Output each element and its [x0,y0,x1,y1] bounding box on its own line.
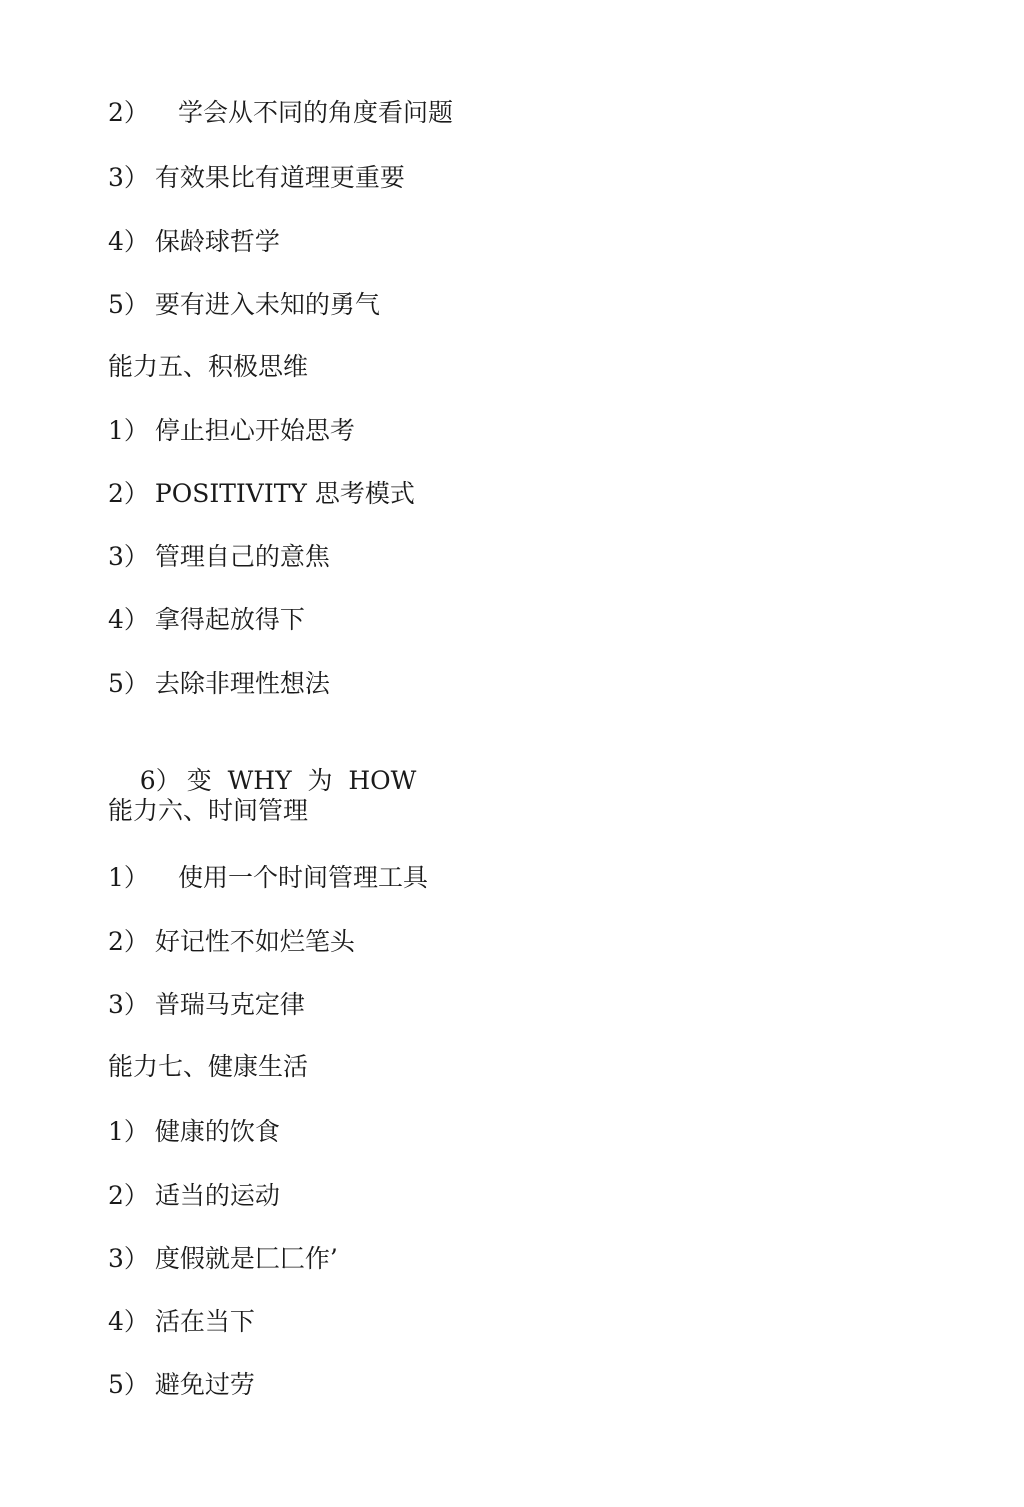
list-item [108,1115,280,1149]
section-heading [108,1050,308,1084]
item-number: 4） [108,605,149,634]
list-item [108,1242,338,1276]
item-number: 3） [108,163,149,192]
list-item [108,988,305,1022]
item-number: 3） [108,542,149,571]
item-text: 使用一个时间管理工具 [178,863,429,892]
section-heading-text: 能力七、健康生活 [108,1052,309,1081]
item-text: 保龄球哲学 [154,227,280,256]
section-heading-text: 能力六、时间管理 [108,796,309,825]
item-text: 学会从不同的角度看问题 [178,98,454,127]
item-text: 避免过劳 [154,1370,255,1399]
item-text: POSITIVITY 思考模式 [154,479,415,508]
item-number: 2） [108,479,149,508]
item-number: 5） [108,1370,149,1399]
item-number: 6） [139,766,181,795]
item-text: 拿得起放得下 [154,605,305,634]
list-item [108,667,330,701]
list-item [108,603,305,637]
section-heading-text: 能力五、积极思维 [108,352,309,381]
item-number: 5） [108,669,149,698]
item-number: 2） [108,98,149,127]
list-item [108,225,280,259]
item-text: 要有进入未知的勇气 [154,290,380,319]
list-item [108,861,428,895]
item-text: 普瑞马克定律 [154,990,305,1019]
item-text: 适当的运动 [154,1181,280,1210]
list-item [108,1179,280,1213]
item-number: 4） [108,1307,149,1336]
item-text: 有效果比有道理更重要 [154,163,405,192]
list-item [108,477,415,511]
item-number: 5） [108,290,149,319]
list-item [108,1305,255,1339]
item-number: 3） [108,990,149,1019]
section-heading [108,794,308,828]
section-heading [108,350,308,384]
item-text: 健康的饮食 [154,1117,280,1146]
item-text: 度假就是匚匚作’ [154,1244,338,1273]
list-item [108,540,330,574]
list-item [108,288,380,322]
item-number: 3） [108,1244,149,1273]
list-item [108,925,355,959]
list-item [108,161,405,195]
item-number: 2） [108,1181,149,1210]
item-text: 管理自己的意焦 [154,542,330,571]
item-number: 1） [108,863,149,892]
list-item [108,1368,255,1402]
item-text: 变 WHY 为 HOW [186,766,417,795]
item-number: 1） [108,1117,149,1146]
item-text: 好记性不如烂笔头 [154,927,355,956]
list-item [108,414,355,448]
item-text: 去除非理性想法 [154,669,330,698]
item-number: 2） [108,927,149,956]
item-text: 活在当下 [154,1307,255,1336]
item-number: 4） [108,227,149,256]
item-number: 1） [108,416,149,445]
item-text: 停止担心开始思考 [154,416,355,445]
list-item [108,96,453,130]
